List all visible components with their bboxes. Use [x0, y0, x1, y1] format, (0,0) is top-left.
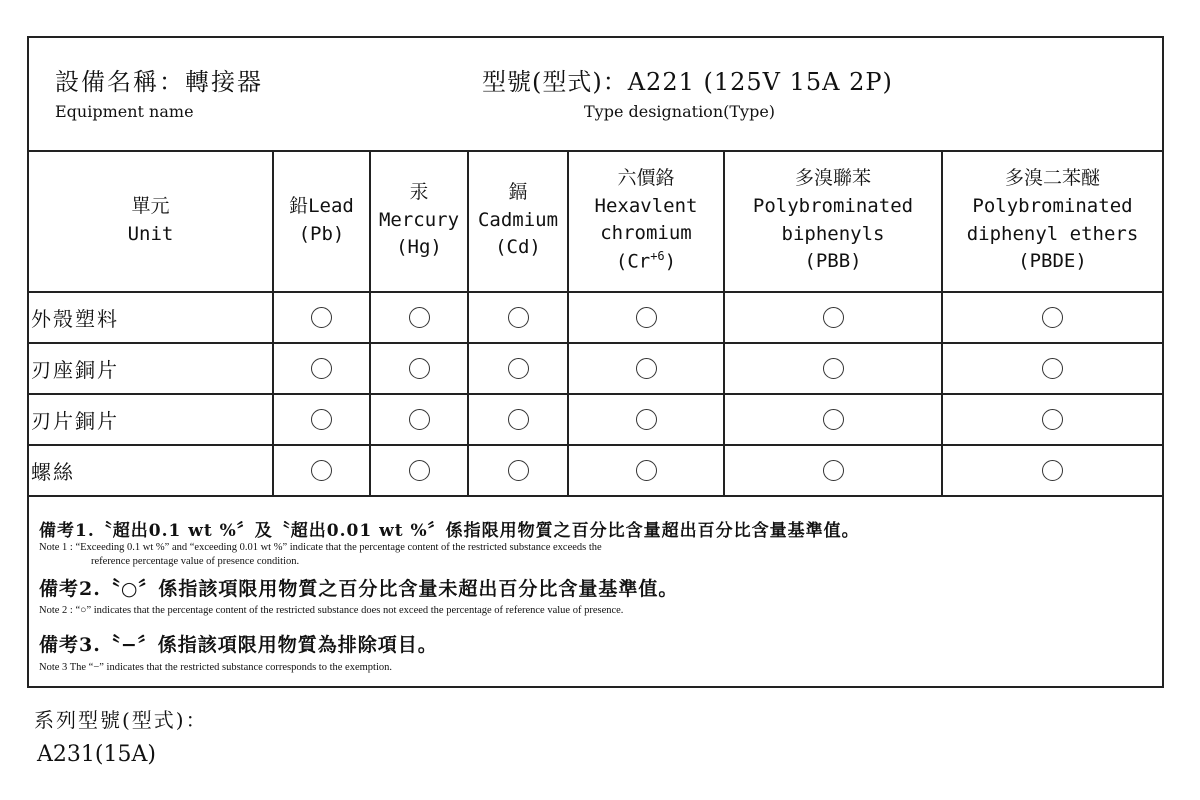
declaration-frame [27, 36, 1164, 688]
circle-mark-icon [823, 358, 844, 379]
mark-cell [568, 292, 724, 343]
mark-cell [568, 343, 724, 394]
mark-cell [942, 343, 1162, 394]
circle-mark-icon [311, 409, 332, 430]
unit-header-en: Unit [127, 222, 174, 245]
circle-mark-icon [823, 409, 844, 430]
mark-cell [273, 394, 370, 445]
circle-mark-icon [636, 409, 657, 430]
substance-line: 多溴二苯醚 [1004, 167, 1100, 190]
substance-line: Polybrominated [752, 194, 914, 217]
circle-mark-icon [409, 358, 430, 379]
substance-line: Hexavlent [594, 194, 698, 217]
substance-header-lead [273, 150, 370, 292]
mark-cell [724, 292, 942, 343]
table-header-row [29, 150, 1162, 292]
circle-mark-icon [1042, 409, 1063, 430]
header-section [29, 38, 1162, 152]
substance-line: 多溴聯苯 [794, 167, 871, 190]
notes-section [39, 516, 1149, 675]
mark-cell [724, 343, 942, 394]
part-name-cell: 刃片銅片 [29, 394, 273, 445]
note-1-en-continued: reference percentage value of presence condition. [91, 556, 300, 567]
substance-header-hexavalent-chromium [568, 150, 724, 292]
circle-mark-icon [508, 460, 529, 481]
circle-mark-icon [409, 460, 430, 481]
circle-mark-icon [823, 307, 844, 328]
circle-mark-icon [311, 460, 332, 481]
note-2-zh: 備考2.〝○〞係指該項限用物質之百分比含量未超出百分比含量基準值。 [39, 578, 679, 600]
mark-cell [942, 394, 1162, 445]
series-model-value: A231(15A) [37, 742, 156, 767]
substance-line: 六價鉻 [617, 167, 675, 190]
table-row [29, 292, 1162, 343]
circle-mark-icon [508, 409, 529, 430]
type-designation-zh: 型號(型式)：A221 (125V 15A 2P) [482, 68, 893, 96]
substance-line: (Hg) [396, 236, 442, 259]
circle-mark-icon [636, 307, 657, 328]
substance-line: Mercury [378, 208, 460, 231]
circle-mark-icon [823, 460, 844, 481]
substance-header-mercury [370, 150, 468, 292]
table-row [29, 445, 1162, 496]
substance-line: 鎘 [508, 181, 528, 204]
substance-line: Cadmium [477, 208, 559, 231]
equipment-name-en: Equipment name [55, 102, 194, 121]
note-2-en: Note 2 : “○” indicates that the percentage content of the restricted substance does not exceed the percentage of reference value of presence. [39, 605, 624, 616]
mark-cell [942, 292, 1162, 343]
type-designation-en: Type designation(Type) [584, 102, 776, 121]
mark-cell [273, 343, 370, 394]
substance-line: (Pb) [298, 222, 345, 245]
table-row [29, 343, 1162, 394]
mark-cell [468, 394, 568, 445]
part-name-cell: 螺絲 [29, 445, 273, 496]
circle-mark-icon [636, 358, 657, 379]
circle-mark-icon [311, 358, 332, 379]
substance-line: diphenyl ethers [966, 222, 1139, 245]
table-row [29, 394, 1162, 445]
mark-cell [370, 394, 468, 445]
circle-mark-icon [1042, 358, 1063, 379]
circle-mark-icon [1042, 460, 1063, 481]
circle-mark-icon [508, 307, 529, 328]
mark-cell [273, 445, 370, 496]
mark-cell [724, 445, 942, 496]
substance-line: (PBDE) [1018, 250, 1087, 273]
circle-mark-icon [311, 307, 332, 328]
mark-cell [724, 394, 942, 445]
circle-mark-icon [1042, 307, 1063, 328]
mark-cell [942, 445, 1162, 496]
note-3-zh: 備考3.〝−〞係指該項限用物質為排除項目。 [39, 634, 438, 656]
circle-mark-icon [508, 358, 529, 379]
circle-mark-icon [409, 409, 430, 430]
substance-header-pbde [942, 150, 1162, 292]
substance-line: (PBB) [804, 250, 862, 273]
substance-line: (Cd) [495, 236, 541, 259]
part-name-cell: 外殼塑料 [29, 292, 273, 343]
mark-cell [370, 292, 468, 343]
substance-header-pbb [724, 150, 942, 292]
mark-cell [468, 292, 568, 343]
circle-mark-icon [636, 460, 657, 481]
mark-cell [273, 292, 370, 343]
unit-header-cell [29, 150, 273, 292]
series-model-label: 系列型號(型式)： [34, 708, 208, 732]
substance-line: biphenyls [781, 222, 885, 245]
note-3-en: Note 3 The “−” indicates that the restricted substance corresponds to the exemption. [39, 662, 392, 673]
substance-line: 鉛Lead [289, 194, 354, 217]
mark-cell [568, 394, 724, 445]
substance-line: $(Cr^{+6})$ [615, 248, 677, 273]
note-1-zh: 備考1.〝超出0.1 wt %〞及〝超出0.01 wt %〞係指限用物質之百分比含量超出百分比含量基準值。 [39, 521, 860, 541]
substance-line: Polybrominated [972, 194, 1133, 217]
substance-table [29, 150, 1162, 497]
substance-header-cadmium [468, 150, 568, 292]
part-name-cell: 刃座銅片 [29, 343, 273, 394]
mark-cell [370, 343, 468, 394]
table-body [29, 292, 1162, 496]
circle-mark-icon [409, 307, 430, 328]
mark-cell [468, 445, 568, 496]
note-1-en: Note 1 : “Exceeding 0.1 wt %” and “exceeding 0.01 wt %” indicate that the percentage content of the restricted substance exceeds the [39, 542, 602, 553]
substance-line: chromium [600, 222, 692, 245]
mark-cell [370, 445, 468, 496]
equipment-name-zh: 設備名稱：轉接器 [55, 68, 263, 96]
substance-line: 汞 [409, 181, 429, 204]
mark-cell [468, 343, 568, 394]
mark-cell [568, 445, 724, 496]
unit-header-zh: 單元 [131, 194, 170, 217]
